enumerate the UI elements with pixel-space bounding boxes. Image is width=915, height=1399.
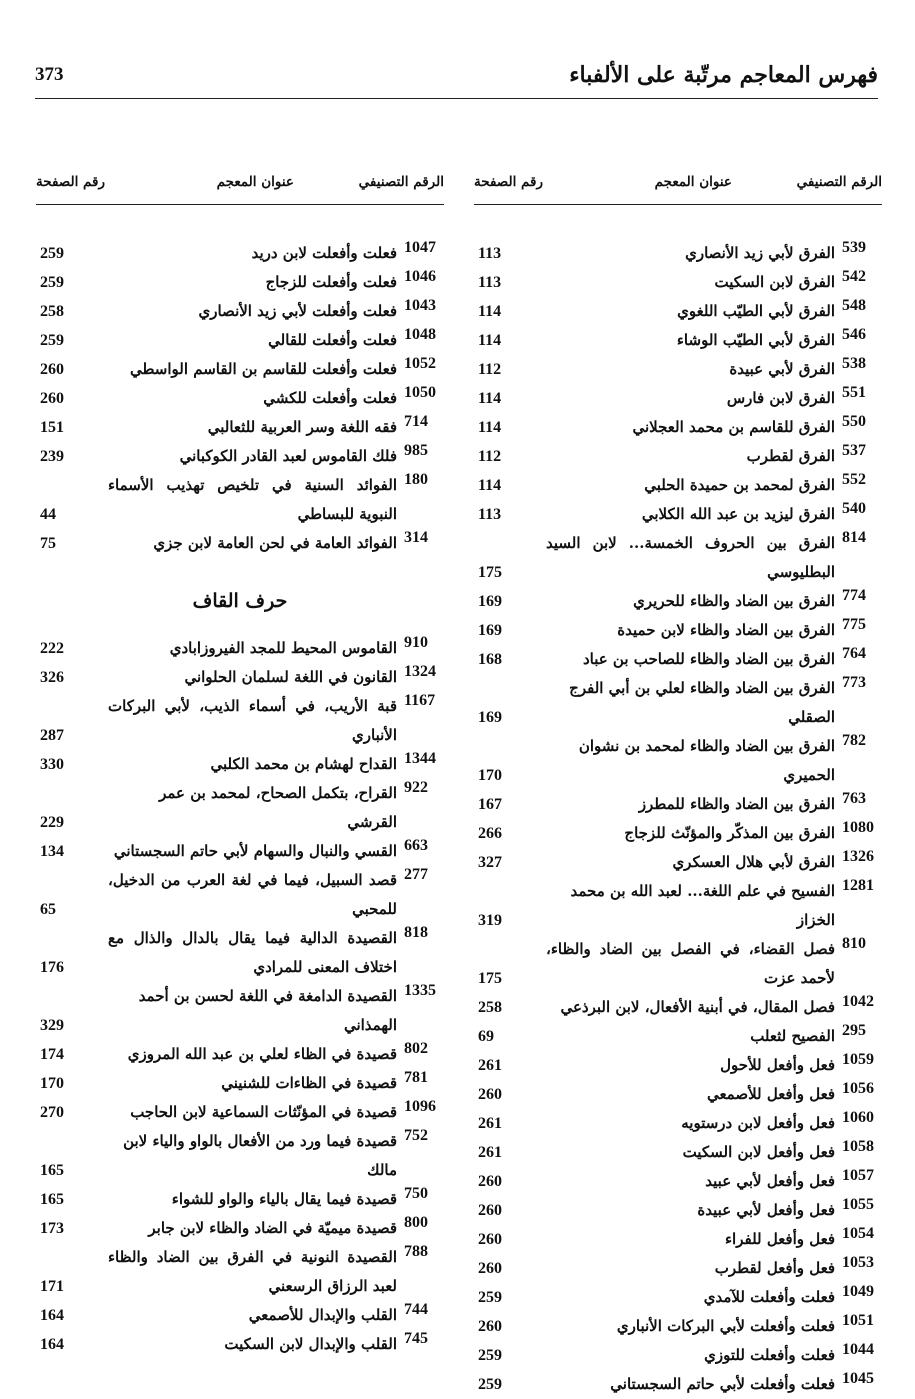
entry-code: 551 bbox=[842, 384, 866, 401]
entry-page: 114 bbox=[478, 419, 502, 436]
entry-title: فعلت وأفعلت للقالي bbox=[268, 331, 397, 349]
entry-code: 1044 bbox=[842, 1341, 874, 1358]
entry-code: 277 bbox=[404, 866, 428, 883]
entry-code: 818 bbox=[404, 924, 428, 941]
index-entry bbox=[474, 587, 882, 616]
entry-title: الفرق لقطرب bbox=[746, 447, 835, 465]
index-entry bbox=[474, 1341, 882, 1370]
entry-page: 261 bbox=[478, 1115, 502, 1132]
entry-code: 1046 bbox=[404, 268, 436, 285]
entry-title: الفرق لمحمد بن حميدة الحلبي bbox=[644, 476, 835, 494]
entry-page: 260 bbox=[478, 1231, 502, 1248]
entry-page: 170 bbox=[40, 1075, 64, 1092]
entry-title: فعلت وأفعلت للتوزي bbox=[704, 1346, 835, 1364]
index-entry bbox=[36, 326, 444, 355]
entry-code: 1060 bbox=[842, 1109, 874, 1126]
entry-code: 810 bbox=[842, 935, 866, 952]
index-entry bbox=[474, 500, 882, 529]
entry-title: قصيدة في المؤنّثات السماعية لابن الحاجب bbox=[130, 1103, 397, 1121]
entry-code: 814 bbox=[842, 529, 866, 546]
entry-page: 151 bbox=[40, 419, 64, 436]
entry-code: 1056 bbox=[842, 1080, 874, 1097]
entry-code: 314 bbox=[404, 529, 428, 546]
entry-page: 270 bbox=[40, 1104, 64, 1121]
index-entry bbox=[36, 837, 444, 866]
entry-page: 261 bbox=[478, 1144, 502, 1161]
entry-title: فصل المقال، في أبنية الأفعال، لابن البرذعي bbox=[560, 998, 835, 1016]
entry-code: 985 bbox=[404, 442, 428, 459]
entry-code: 744 bbox=[404, 1301, 428, 1318]
entry-code: 1080 bbox=[842, 819, 874, 836]
entry-code: 714 bbox=[404, 413, 428, 430]
entry-page: 114 bbox=[478, 332, 502, 349]
index-entry bbox=[474, 413, 882, 442]
entry-page: 258 bbox=[478, 999, 502, 1016]
entry-page: 176 bbox=[40, 959, 64, 976]
entry-code: 800 bbox=[404, 1214, 428, 1231]
entry-page: 113 bbox=[478, 274, 502, 291]
entry-page: 165 bbox=[40, 1191, 64, 1208]
entry-title: الفرق بين الحروف الخمسة... لابن السيد البطليوسي bbox=[546, 534, 835, 581]
entry-title: فعلت وأفعلت لأبي حاتم السجستاني bbox=[610, 1375, 835, 1393]
index-entry bbox=[36, 692, 444, 750]
entry-title: الفرق لأبي عبيدة bbox=[729, 360, 835, 378]
entry-page: 65 bbox=[40, 901, 56, 918]
index-entry bbox=[36, 924, 444, 982]
entry-code: 1055 bbox=[842, 1196, 874, 1213]
entry-code: 538 bbox=[842, 355, 866, 372]
index-entry bbox=[36, 239, 444, 268]
entry-title: القلب والإبدال للأصمعي bbox=[248, 1306, 397, 1324]
entry-title: فعلت وأفعلت للزجاج bbox=[265, 273, 397, 291]
index-entry bbox=[36, 634, 444, 663]
entry-code: 1050 bbox=[404, 384, 436, 401]
entry-code: 1054 bbox=[842, 1225, 874, 1242]
entry-page: 329 bbox=[40, 1017, 64, 1034]
entry-page: 112 bbox=[478, 448, 502, 465]
entry-code: 1326 bbox=[842, 848, 874, 865]
page-number: 373 bbox=[35, 64, 64, 85]
entry-title: الفسيح في علم اللغة... لعبد الله بن محمد الخزاز bbox=[570, 882, 835, 929]
entry-title: قصيدة فيما يقال بالياء والواو للشواء bbox=[171, 1190, 397, 1208]
entry-code: 1344 bbox=[404, 750, 436, 767]
entry-page: 164 bbox=[40, 1336, 64, 1353]
entry-page: 169 bbox=[478, 622, 502, 639]
entry-page: 260 bbox=[40, 390, 64, 407]
entry-code: 1281 bbox=[842, 877, 874, 894]
index-entry bbox=[474, 1370, 882, 1399]
entry-page: 259 bbox=[40, 332, 64, 349]
index-entry bbox=[36, 1040, 444, 1069]
entry-page: 44 bbox=[40, 506, 56, 523]
entry-code: 1045 bbox=[842, 1370, 874, 1387]
index-column-left bbox=[36, 170, 444, 1359]
index-entry bbox=[36, 384, 444, 413]
entry-page: 75 bbox=[40, 535, 56, 552]
entry-code: 1059 bbox=[842, 1051, 874, 1068]
entry-title: قصيدة ميميّة في الضاد والظاء لابن جابر bbox=[148, 1219, 397, 1237]
index-entry bbox=[474, 1051, 882, 1080]
entry-page: 319 bbox=[478, 912, 502, 929]
index-entry bbox=[36, 982, 444, 1040]
index-entry bbox=[474, 1080, 882, 1109]
entry-title: الفوائد العامة في لحن العامة لابن جزي bbox=[153, 534, 397, 552]
entry-title: فصل القضاء، في الفصل بين الضاد والظاء، لأحمد عزت bbox=[546, 940, 835, 987]
header-page: رقم الصفحة bbox=[474, 174, 544, 190]
entry-title: قصد السبيل، فيما في لغة العرب من الدخيل، للمحبي bbox=[108, 871, 397, 918]
index-entry bbox=[36, 1098, 444, 1127]
header-title: عنوان المعجم bbox=[216, 174, 294, 190]
index-entry bbox=[474, 674, 882, 732]
entry-page: 326 bbox=[40, 669, 64, 686]
entry-page: 114 bbox=[478, 303, 502, 320]
entry-title: الفرق لابن السكيت bbox=[714, 273, 835, 291]
entry-page: 164 bbox=[40, 1307, 64, 1324]
entry-title: فعل وأفعل للفراء bbox=[724, 1230, 835, 1248]
entry-title: فعل وأفعل للأحول bbox=[720, 1056, 835, 1074]
entry-title: قصيدة في الظاء لعلي بن عبد الله المروزي bbox=[127, 1045, 397, 1063]
index-entry bbox=[36, 663, 444, 692]
entry-page: 175 bbox=[478, 970, 502, 987]
index-entry bbox=[474, 326, 882, 355]
entry-code: 922 bbox=[404, 779, 428, 796]
entry-code: 1048 bbox=[404, 326, 436, 343]
entry-code: 1324 bbox=[404, 663, 436, 680]
entry-page: 112 bbox=[478, 361, 502, 378]
entry-title: الفرق ليزيد بن عبد الله الكلابي bbox=[641, 505, 835, 523]
entry-title: فعل وأفعل لأبي عبيدة bbox=[697, 1201, 835, 1219]
entry-page: 260 bbox=[40, 361, 64, 378]
entry-page: 173 bbox=[40, 1220, 64, 1237]
index-entry bbox=[36, 442, 444, 471]
entry-page: 170 bbox=[478, 767, 502, 784]
entry-title: قبة الأريب، في أسماء الذيب، لأبي البركات الأنباري bbox=[108, 697, 397, 744]
entry-code: 745 bbox=[404, 1330, 428, 1347]
entry-code: 1058 bbox=[842, 1138, 874, 1155]
section-title: حرف القاف bbox=[192, 590, 288, 612]
entry-code: 548 bbox=[842, 297, 866, 314]
entry-title: القصيدة الدالية فيما يقال بالدال والذال مع اختلاف المعنى للمرادي bbox=[108, 929, 397, 976]
entry-code: 1042 bbox=[842, 993, 874, 1010]
entry-title: الفرق لأبي هلال العسكري bbox=[672, 853, 835, 871]
entry-title: القصيدة الدامغة في اللغة لحسن بن أحمد الهمذاني bbox=[138, 987, 397, 1034]
entry-code: 1043 bbox=[404, 297, 436, 314]
entry-page: 69 bbox=[478, 1028, 494, 1045]
entry-title: القاموس المحيط للمجد الفيروزابادي bbox=[169, 639, 397, 657]
entry-page: 327 bbox=[478, 854, 502, 871]
entry-title: فقه اللغة وسر العربية للثعالبي bbox=[207, 418, 397, 436]
entry-title: القداح لهشام بن محمد الكلبي bbox=[210, 755, 397, 773]
index-list bbox=[474, 239, 882, 1399]
entry-code: 542 bbox=[842, 268, 866, 285]
index-list bbox=[36, 239, 444, 558]
entry-code: 750 bbox=[404, 1185, 428, 1202]
entry-page: 260 bbox=[478, 1318, 502, 1335]
entry-title: القصيدة النونية في الفرق بين الضاد والظاء لعبد الرزاق الرسعني bbox=[108, 1248, 397, 1295]
header-code: الرقم التصنيفي bbox=[796, 174, 882, 190]
header-page: رقم الصفحة bbox=[36, 174, 106, 190]
entry-code: 663 bbox=[404, 837, 428, 854]
index-entry bbox=[36, 413, 444, 442]
entry-code: 802 bbox=[404, 1040, 428, 1057]
entry-page: 259 bbox=[478, 1289, 502, 1306]
index-entry bbox=[36, 529, 444, 558]
entry-code: 295 bbox=[842, 1022, 866, 1039]
entry-code: 788 bbox=[404, 1243, 428, 1260]
column-header bbox=[36, 170, 444, 205]
entry-page: 258 bbox=[40, 303, 64, 320]
index-entry bbox=[474, 732, 882, 790]
entry-page: 114 bbox=[478, 390, 502, 407]
entry-code: 1096 bbox=[404, 1098, 436, 1115]
entry-title: الفرق بين الضاد والظاء للحريري bbox=[633, 592, 835, 610]
index-entry bbox=[474, 935, 882, 993]
index-entry bbox=[474, 790, 882, 819]
entry-title: الفرق لابن فارس bbox=[726, 389, 835, 407]
index-entry bbox=[474, 529, 882, 587]
entry-code: 1057 bbox=[842, 1167, 874, 1184]
index-entry bbox=[474, 993, 882, 1022]
entry-page: 259 bbox=[478, 1347, 502, 1364]
entry-title: القلب والإبدال لابن السكيت bbox=[224, 1335, 397, 1353]
entry-code: 774 bbox=[842, 587, 866, 604]
entry-page: 259 bbox=[478, 1376, 502, 1393]
entry-title: فعل وأفعل لابن درستويه bbox=[681, 1114, 835, 1132]
index-entry bbox=[474, 471, 882, 500]
entry-title: الفصيح لثعلب bbox=[750, 1027, 835, 1045]
index-entry bbox=[36, 268, 444, 297]
entry-code: 1049 bbox=[842, 1283, 874, 1300]
entry-code: 781 bbox=[404, 1069, 428, 1086]
index-entry bbox=[474, 1225, 882, 1254]
index-entry bbox=[36, 1185, 444, 1214]
entry-page: 169 bbox=[478, 709, 502, 726]
entry-page: 330 bbox=[40, 756, 64, 773]
index-entry bbox=[36, 750, 444, 779]
entry-page: 287 bbox=[40, 727, 64, 744]
entry-code: 540 bbox=[842, 500, 866, 517]
entry-page: 260 bbox=[478, 1260, 502, 1277]
entry-page: 175 bbox=[478, 564, 502, 581]
index-entry bbox=[474, 1254, 882, 1283]
index-entry bbox=[36, 471, 444, 529]
entry-code: 1052 bbox=[404, 355, 436, 372]
entry-code: 1047 bbox=[404, 239, 436, 256]
entry-title: فعل وأفعل لابن السكيت bbox=[682, 1143, 835, 1161]
entry-page: 239 bbox=[40, 448, 64, 465]
entry-page: 261 bbox=[478, 1057, 502, 1074]
entry-page: 174 bbox=[40, 1046, 64, 1063]
entry-code: 1167 bbox=[404, 692, 436, 709]
index-entry bbox=[36, 866, 444, 924]
index-entry bbox=[474, 616, 882, 645]
entry-code: 773 bbox=[842, 674, 866, 691]
entry-code: 1053 bbox=[842, 1254, 874, 1271]
entry-code: 546 bbox=[842, 326, 866, 343]
entry-title: الفرق بين الضاد والظاء لابن حميدة bbox=[617, 621, 835, 639]
entry-title: فعلت وأفعلت لأبي البركات الأنباري bbox=[616, 1317, 835, 1335]
index-entry bbox=[474, 239, 882, 268]
entry-code: 552 bbox=[842, 471, 866, 488]
entry-page: 113 bbox=[478, 506, 502, 523]
entry-page: 259 bbox=[40, 274, 64, 291]
entry-title: الفرق لأبي الطيّب الوشاء bbox=[676, 331, 835, 349]
entry-page: 167 bbox=[478, 796, 502, 813]
index-entry bbox=[36, 1301, 444, 1330]
index-entry bbox=[474, 819, 882, 848]
index-entry bbox=[36, 779, 444, 837]
entry-code: 752 bbox=[404, 1127, 428, 1144]
entry-page: 229 bbox=[40, 814, 64, 831]
index-entry bbox=[474, 442, 882, 471]
entry-code: 763 bbox=[842, 790, 866, 807]
header-code: الرقم التصنيفي bbox=[358, 174, 444, 190]
index-entry bbox=[474, 877, 882, 935]
entry-title: الفوائد السنية في تلخيص تهذيب الأسماء النبوية للبساطي bbox=[108, 476, 397, 523]
entry-page: 168 bbox=[478, 651, 502, 668]
entry-page: 266 bbox=[478, 825, 502, 842]
entry-title: قصيدة في الظاءات للشنيني bbox=[221, 1074, 397, 1092]
entry-title: القانون في اللغة لسلمان الحلواني bbox=[184, 668, 397, 686]
entry-code: 1335 bbox=[404, 982, 436, 999]
index-entry bbox=[474, 1109, 882, 1138]
index-list bbox=[36, 634, 444, 1359]
entry-title: فعلت وأفعلت لأبي زيد الأنصاري bbox=[198, 302, 397, 320]
index-entry bbox=[36, 1069, 444, 1098]
entry-title: فلك القاموس لعبد القادر الكوكباني bbox=[179, 447, 397, 465]
index-entry bbox=[474, 1022, 882, 1051]
index-entry bbox=[36, 1243, 444, 1301]
entry-code: 1051 bbox=[842, 1312, 874, 1329]
entry-page: 222 bbox=[40, 640, 64, 657]
entry-title: فعلت وأفعلت للقاسم بن القاسم الواسطي bbox=[129, 360, 397, 378]
entry-code: 550 bbox=[842, 413, 866, 430]
entry-page: 165 bbox=[40, 1162, 64, 1179]
entry-page: 114 bbox=[478, 477, 502, 494]
index-entry bbox=[36, 1127, 444, 1185]
running-header bbox=[35, 58, 878, 99]
entry-title: الفرق لأبي الطيّب اللغوي bbox=[677, 302, 835, 320]
entry-title: فعلت وأفعلت لابن دريد bbox=[251, 244, 397, 262]
entry-title: فعل وأفعل للأصمعي bbox=[706, 1085, 835, 1103]
index-entry bbox=[474, 355, 882, 384]
entry-code: 910 bbox=[404, 634, 428, 651]
index-entry bbox=[474, 268, 882, 297]
entry-page: 259 bbox=[40, 245, 64, 262]
entry-title: فعل وأفعل لقطرب bbox=[714, 1259, 835, 1277]
entry-page: 260 bbox=[478, 1202, 502, 1219]
index-entry bbox=[36, 297, 444, 326]
entry-title: فعلت وأفعلت للآمدي bbox=[703, 1288, 835, 1306]
entry-title: فعل وأفعل لأبي عبيد bbox=[705, 1172, 835, 1190]
entry-code: 180 bbox=[404, 471, 428, 488]
index-entry bbox=[36, 1214, 444, 1243]
column-header bbox=[474, 170, 882, 205]
entry-title: قصيدة فيما ورد من الأفعال بالواو والياء لابن مالك bbox=[123, 1132, 397, 1179]
page-header-title: فهرس المعاجم مرتّبة على الألفباء bbox=[569, 62, 878, 88]
entry-code: 782 bbox=[842, 732, 866, 749]
index-entry bbox=[474, 1196, 882, 1225]
entry-page: 171 bbox=[40, 1278, 64, 1295]
header-title: عنوان المعجم bbox=[654, 174, 732, 190]
entry-title: الفرق بين المذكّر والمؤنّث للزجاج bbox=[624, 824, 835, 842]
index-entry bbox=[36, 355, 444, 384]
entry-title: الفرق للقاسم بن محمد العجلاني bbox=[632, 418, 835, 436]
index-entry bbox=[474, 848, 882, 877]
entry-title: الفرق بين الضاد والظاء للمطرز bbox=[638, 795, 835, 813]
entry-page: 260 bbox=[478, 1086, 502, 1103]
index-entry bbox=[36, 1330, 444, 1359]
index-entry bbox=[474, 1312, 882, 1341]
index-entry bbox=[474, 645, 882, 674]
entry-page: 134 bbox=[40, 843, 64, 860]
entry-page: 260 bbox=[478, 1173, 502, 1190]
entry-title: الفرق بين الضاد والظاء لمحمد بن نشوان الحميري bbox=[578, 737, 835, 784]
index-entry bbox=[474, 1283, 882, 1312]
entry-code: 539 bbox=[842, 239, 866, 256]
entry-code: 775 bbox=[842, 616, 866, 633]
entry-page: 169 bbox=[478, 593, 502, 610]
entry-title: القراح، بتكمل الصحاح، لمحمد بن عمر القرشي bbox=[159, 784, 397, 831]
index-entry bbox=[474, 297, 882, 326]
entry-title: الفرق بين الضاد والظاء للصاحب بن عباد bbox=[582, 650, 835, 668]
entry-code: 537 bbox=[842, 442, 866, 459]
index-entry bbox=[474, 1138, 882, 1167]
entry-title: القسي والنبال والسهام لأبي حاتم السجستاني bbox=[113, 842, 397, 860]
index-entry bbox=[474, 384, 882, 413]
entry-page: 113 bbox=[478, 245, 502, 262]
entry-title: فعلت وأفعلت للكشي bbox=[263, 389, 397, 407]
entry-title: الفرق بين الضاد والظاء لعلي بن أبي الفرج الصقلي bbox=[569, 679, 835, 726]
index-entry bbox=[474, 1167, 882, 1196]
entry-title: الفرق لأبي زيد الأنصاري bbox=[685, 244, 835, 262]
entry-code: 764 bbox=[842, 645, 866, 662]
index-column-right bbox=[474, 170, 882, 1399]
